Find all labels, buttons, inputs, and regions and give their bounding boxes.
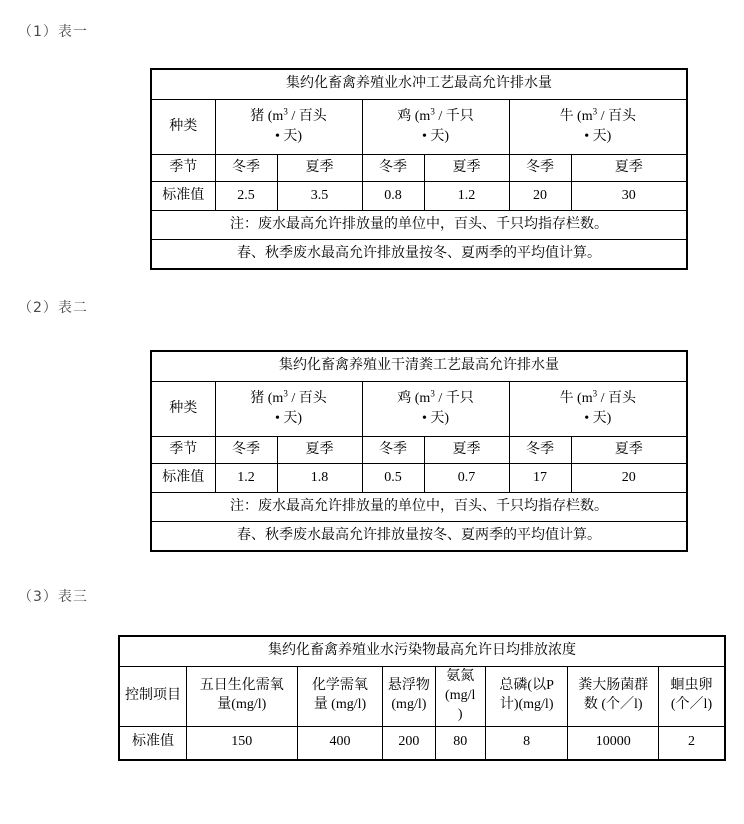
superscript: 3 xyxy=(592,388,598,399)
table1-season-cell: 夏季 xyxy=(277,155,362,182)
table2-species-chicken: 鸡 ($m^3$ / 千只 • 天) xyxy=(362,382,509,437)
table2-value-cell: 20 xyxy=(571,464,687,493)
superscript: 3 xyxy=(430,388,435,399)
table3-value-header: 标准值 xyxy=(119,726,186,760)
table1-season-cell: 冬季 xyxy=(509,155,571,182)
table2-season-cell: 夏季 xyxy=(277,437,362,464)
table1-season-cell: 冬季 xyxy=(362,155,424,182)
table3-item-header: 控制项目 xyxy=(119,667,186,727)
table1-kind-header: 种类 xyxy=(151,100,215,155)
table2-season-cell: 冬季 xyxy=(509,437,571,464)
table1-season-cell: 夏季 xyxy=(571,155,687,182)
table2-season-cell: 夏季 xyxy=(424,437,509,464)
table2-dry-manure xyxy=(150,350,688,552)
table2-species-pig: 猪 ($m^3$ / 百头 • 天) xyxy=(215,382,362,437)
superscript: 3 xyxy=(283,388,288,399)
table3-value-cell: 8 xyxy=(485,726,568,760)
table2-season-cell: 冬季 xyxy=(215,437,277,464)
table2-season-header: 季节 xyxy=(151,437,215,464)
table2-season-cell: 冬季 xyxy=(362,437,424,464)
table1-note2: 春、秋季废水最高允许排放量按冬、夏两季的平均值计算。 xyxy=(151,240,687,270)
superscript: 3 xyxy=(430,106,435,117)
table-row xyxy=(119,667,725,727)
table1-season-header: 季节 xyxy=(151,155,215,182)
table-row xyxy=(151,382,687,437)
table2-title: 集约化畜禽养殖业干清粪工艺最高允许排水量 xyxy=(151,351,687,382)
table-row xyxy=(151,100,687,155)
table1-value-cell: 1.2 xyxy=(424,182,509,211)
section1-label: （1）表一 xyxy=(18,24,88,40)
table1-value-cell: 2.5 xyxy=(215,182,277,211)
table1-season-cell: 夏季 xyxy=(424,155,509,182)
table3-value-cell: 2 xyxy=(659,726,725,760)
table-row xyxy=(151,351,687,382)
table3-col-bod5: 五日生化需氧 量(mg/l) xyxy=(186,667,297,727)
table1-value-cell: 20 xyxy=(509,182,571,211)
table1-value-cell: 30 xyxy=(571,182,687,211)
table2-species-cattle: 牛 ($m^3$ / 百头 • 天) xyxy=(509,382,687,437)
table3-col-ammonia-nitrogen: 氨氮 (mg/l ) xyxy=(435,667,485,727)
table-row xyxy=(151,464,687,493)
table3-col-suspended-solids: 悬浮物 (mg/l) xyxy=(383,667,435,727)
table1-species-chicken: 鸡 ($m^3$ / 千只 • 天) xyxy=(362,100,509,155)
table1-season-cell: 冬季 xyxy=(215,155,277,182)
table-row xyxy=(151,437,687,464)
table3-col-fecal-coliform: 粪大肠菌群 数 (个／l) xyxy=(568,667,659,727)
table1-note1: 注：废水最高允许排放量的单位中，百头、千只均指存栏数。 xyxy=(151,211,687,240)
section2-label: （2）表二 xyxy=(18,300,88,316)
table2-kind-header: 种类 xyxy=(151,382,215,437)
table2-value-cell: 1.2 xyxy=(215,464,277,493)
table1-title: 集约化畜禽养殖业水冲工艺最高允许排水量 xyxy=(151,69,687,100)
superscript: 3 xyxy=(283,106,288,117)
section3-label: （3）表三 xyxy=(18,589,88,605)
table2-value-header: 标准值 xyxy=(151,464,215,493)
table-row xyxy=(151,155,687,182)
table-row xyxy=(151,522,687,552)
table1-water-flush xyxy=(150,68,688,270)
table3-value-cell: 200 xyxy=(383,726,435,760)
table-row xyxy=(151,69,687,100)
table3-value-cell: 150 xyxy=(186,726,297,760)
table3-value-cell: 400 xyxy=(297,726,383,760)
table2-value-cell: 17 xyxy=(509,464,571,493)
table2-note2: 春、秋季废水最高允许排放量按冬、夏两季的平均值计算。 xyxy=(151,522,687,552)
table3-value-cell: 80 xyxy=(435,726,485,760)
table-row xyxy=(151,211,687,240)
table-row xyxy=(119,636,725,667)
table3-col-total-phosphorus: 总磷(以P 计)(mg/l) xyxy=(485,667,568,727)
table1-species-pig: 猪 ($m^3$ / 百头 • 天) xyxy=(215,100,362,155)
table2-value-cell: 1.8 xyxy=(277,464,362,493)
table-row xyxy=(119,726,725,760)
table-row xyxy=(151,240,687,270)
table2-value-cell: 0.5 xyxy=(362,464,424,493)
table2-value-cell: 0.7 xyxy=(424,464,509,493)
table1-value-cell: 0.8 xyxy=(362,182,424,211)
table1-value-header: 标准值 xyxy=(151,182,215,211)
table-row xyxy=(151,182,687,211)
table3-pollutant-concentration xyxy=(118,635,726,761)
table3-title: 集约化畜禽养殖业水污染物最高允许日均排放浓度 xyxy=(119,636,725,667)
table2-season-cell: 夏季 xyxy=(571,437,687,464)
table3-col-ascaris-egg: 蛔虫卵 (个／l) xyxy=(659,667,725,727)
superscript: 3 xyxy=(592,106,598,117)
table2-note1: 注：废水最高允许排放量的单位中，百头、千只均指存栏数。 xyxy=(151,493,687,522)
table-row xyxy=(151,493,687,522)
table3-col-cod: 化学需氧 量 (mg/l) xyxy=(297,667,383,727)
table3-value-cell: 10000 xyxy=(568,726,659,760)
table1-species-cattle: 牛 ($m^3$ / 百头 • 天) xyxy=(509,100,687,155)
table1-value-cell: 3.5 xyxy=(277,182,362,211)
